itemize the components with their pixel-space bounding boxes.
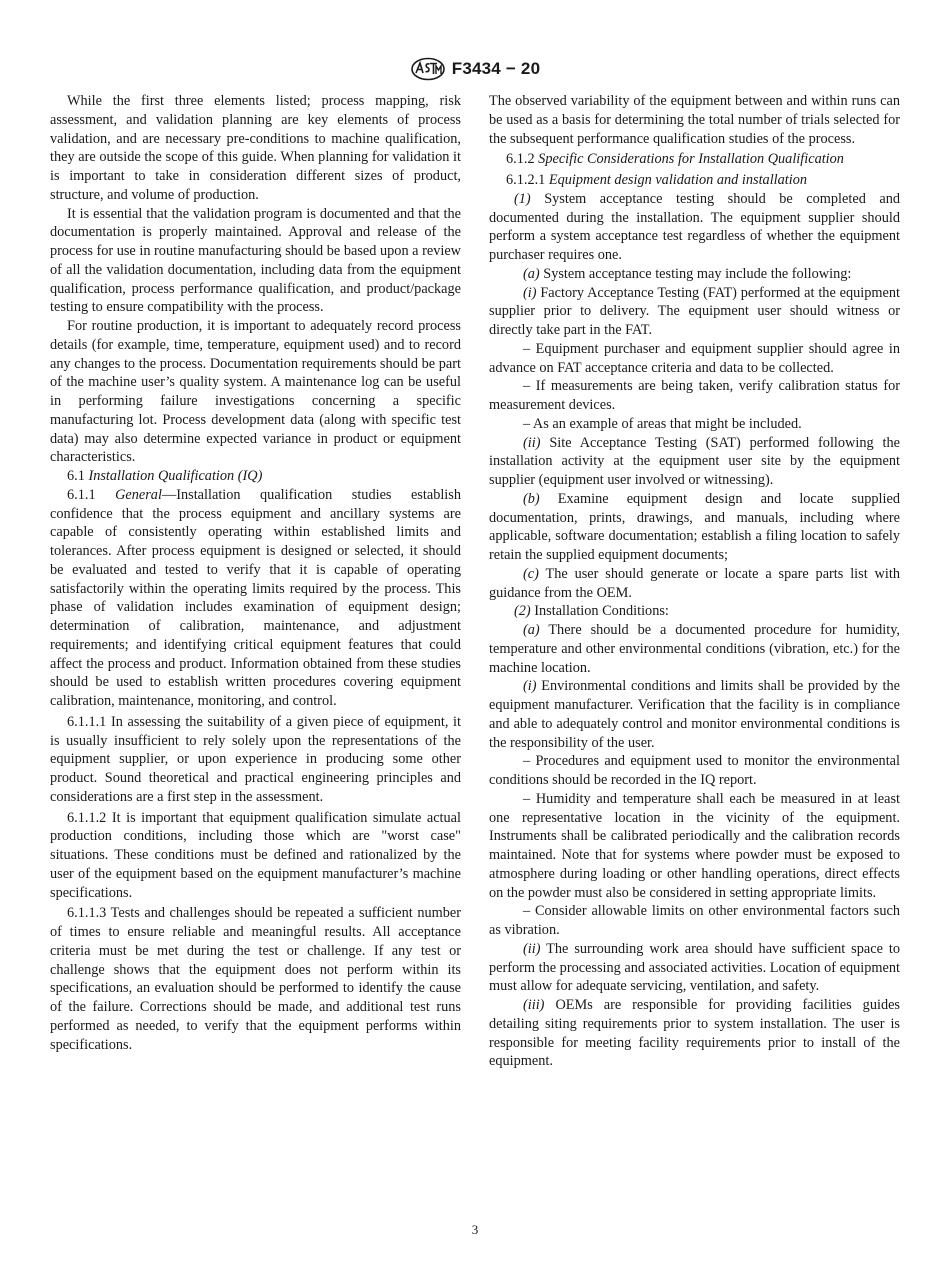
dash-item: – Humidity and temperature shall each be measured in at least one representative location in the vicinity of the equipment. Instruments shall be calibrated periodically and the calibration records maintained. Note that for systems where powder must be exposed to atmosphere during loading or other handling operations, direct effects on the powder must also be considered in setting appropriate limits. [489, 790, 900, 901]
page-number: 3 [471, 1222, 479, 1237]
section-heading-6-1 [50, 467, 461, 486]
list-item: (a) System acceptance testing may include the following: [523, 265, 852, 282]
astm-logo-icon [410, 57, 446, 81]
section-heading-6-1-2: 6.1.2 Specific Considerations for Installation Qualification [506, 151, 844, 168]
paragraph: While the first three elements listed; process mapping, risk assessment, and validation planning are key elements of process validation, and are necessary pre-conditions to machine qualification, they are outside the scope of this guide. When planning for validation it is important to take in consideration different sizes of product, structure, and volume of production. [50, 93, 461, 203]
list-item: (b) Examine equipment design and locate supplied documentation, prints, drawings, and manuals, including where applicable, software documentation; establish a filing location to safely retain the supplied equipment documents; [489, 490, 900, 563]
list-item: (iii) OEMs are responsible for providing facilities guides detailing siting requirements prior to system installation. The user is responsible for meeting facility requirements prior to install of the equipment. [489, 997, 900, 1070]
list-item: (i) Environmental conditions and limits shall be provided by the equipment manufacturer. Verification that the facility is in compliance and able to adequately control and monitor environmental conditions is the responsibility of the user. [489, 678, 900, 751]
dash-item: – Consider allowable limits on other environmental factors such as vibration. [489, 903, 900, 938]
list-item: (ii) The surrounding work area should have sufficient space to perform the processing and associated activities. Location of equipment must allow for adequate servicing, ventilation, and safety. [489, 940, 900, 995]
list-item: (a) There should be a documented procedure for humidity, temperature and other environmental conditions (vibration, etc.) for the machine location. [489, 622, 900, 676]
paragraph: It is essential that the validation program is documented and that the documentation is properly maintained. Approval and release of the process for use in routine manufacturing should be based upon a review of all the validation documentation, including data from the equipment qualification, process performance qualification, and product/package testing to ensure compatibility with the process. [50, 205, 461, 316]
section-title: General [115, 486, 162, 503]
section-text: —Installation qualification studies establish confidence that the process equipment and ancillary systems are capable of consistently operating within established limits and tolerances. After process equipment is designed or selected, it should be evaluated and tested to verify that it is capable of operating satisfactorily within the operating limits required by the process. This phase of validation includes examination of equipment design; determination of calibration, maintenance, and adjustment requirements; and identifying critical equipment features that could affect the process and product. Information obtained from these studies should be used to establish written procedures covering equipment calibration, maintenance, monitoring, and control. [50, 486, 461, 709]
dash-item: – If measurements are being taken, verify calibration status for measurement devices. [489, 378, 900, 413]
section-6-1-1 [50, 486, 461, 711]
section-6-1-1-3: 6.1.1.3 Tests and challenges should be repeated a sufficient number of times to ensure reliable and meaningful results. All acceptance criteria must be met during the test or challenge. If any test or challenge shows that the equipment does not perform within its specifications, an evaluation should be performed to identify the cause of the failure. Corrections should be made, and additional test runs performed as needed, to verify that the equipment performs within specifications. [50, 905, 461, 1053]
right-column [489, 92, 900, 1071]
section-heading-6-1-2-1: 6.1.2.1 Equipment design validation and installation [506, 172, 808, 188]
list-item: (c) The user should generate or locate a spare parts list with guidance from the OEM. [489, 565, 900, 601]
left-column [50, 92, 461, 1054]
list-item: (1) System acceptance testing should be completed and documented during the installation. The equipment supplier should perform a system acceptance test regardless of whether the equipment purchaser requires one. [489, 190, 900, 263]
standard-designation: F3434 − 20 [451, 59, 541, 78]
section-title: Installation Qualification (IQ) [88, 468, 263, 484]
dash-item: – As an example of areas that might be included. [523, 415, 802, 432]
section-number: 6.1 [67, 468, 85, 484]
dash-item: – Procedures and equipment used to monitor the environmental conditions should be recorded in the IQ report. [489, 753, 900, 788]
section-number: 6.1.1 [67, 486, 96, 503]
section-6-1-1-1: 6.1.1.1 In assessing the suitability of a given piece of equipment, it is usually insufficient to rely solely upon the representations of the equipment supplier, or upon experience in producing some other product. Sound theoretical and practical engineering principles and considerations are a first step in the assessment. [50, 713, 461, 805]
list-item: (2) Installation Conditions: [514, 603, 669, 620]
paragraph: The observed variability of the equipment between and within runs can be used as a basis for determining the total number of trials selected for the subsequent performance qualification studies of the process. [489, 93, 900, 147]
list-item: (i) Factory Acceptance Testing (FAT) performed at the equipment supplier prior to delivery. The equipment user should witness or directly take part in the FAT. [489, 284, 900, 338]
section-6-1-1-2: 6.1.1.2 It is important that equipment qualification simulate actual production conditions, including those which are "worst case" situations. These conditions must be defined and rationalized by the user of the equipment based on the equipment manufacturer’s machine specifications. [50, 809, 461, 901]
list-item: (ii) Site Acceptance Testing (SAT) performed following the installation activity at the equipment user site by the equipment supplier (equipment user involved or witnessing). [489, 434, 900, 488]
page-header [0, 56, 950, 82]
dash-item: – Equipment purchaser and equipment supplier should agree in advance on FAT acceptance criteria and data to be collected. [489, 340, 900, 376]
paragraph: For routine production, it is important to adequately record process details (for example, time, temperature, equipment used) and to record any changes to the process. Documentation requirements should be part of the machine user’s quality system. A maintenance log can be useful in performing failure investigations concerning a specific manufacturing lot. Process development data (along with specific test data) may also determine expected variance in product or equipment characteristics. [50, 318, 461, 466]
